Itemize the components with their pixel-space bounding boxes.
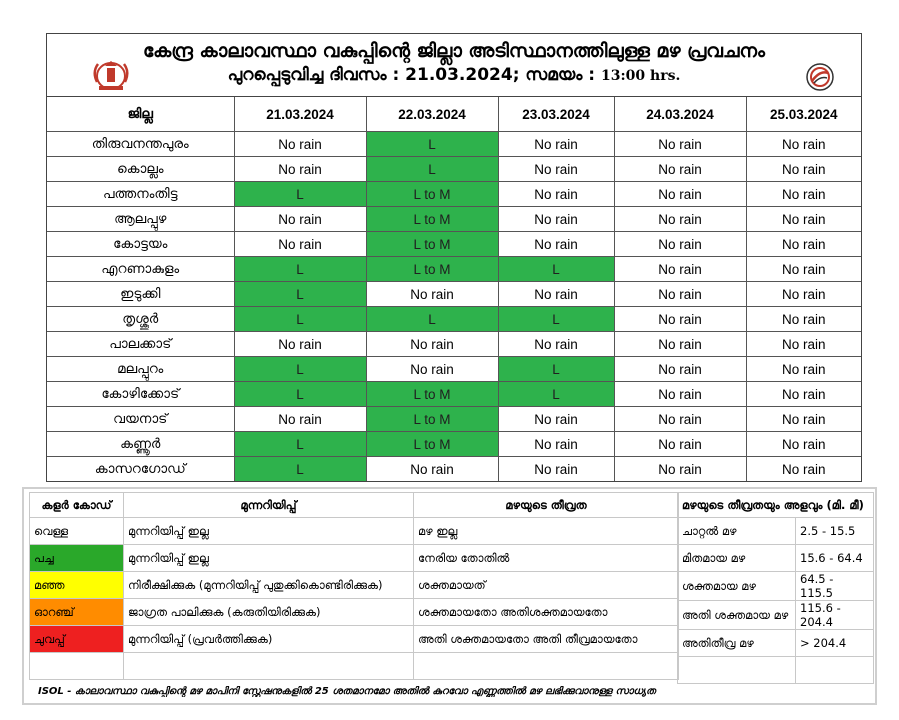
issue-info xyxy=(47,63,861,88)
forecast-cell: No rain xyxy=(746,307,861,332)
forecast-cell: L xyxy=(366,307,498,332)
legend-header-row xyxy=(30,493,679,518)
isol-footnote: ISOL - കാലാവസ്ഥാ വകുപ്പിന്റെ മഴ മാപിനി സ്റ്റേഷനുകളിൽ 25 ശതമാനമോ അതിൽ കുറവോ എണ്ണത്തിൽ മഴ ലഭിക്കുവാനുള്ള സാധ്യത xyxy=(38,686,656,697)
district-header: ജില്ല xyxy=(47,97,234,132)
warning-text: മുന്നറിയിപ്പ് (പ്രവർത്തിക്കുക) xyxy=(124,626,414,653)
color-code-legend xyxy=(29,492,679,680)
forecast-cell: No rain xyxy=(614,307,746,332)
district-name: കോട്ടയം xyxy=(47,232,234,257)
forecast-cell: No rain xyxy=(366,457,498,482)
forecast-cell: No rain xyxy=(614,357,746,382)
scale-label: ചാറ്റൽ മഴ xyxy=(678,518,796,545)
legend-row xyxy=(30,599,679,626)
forecast-cell: No rain xyxy=(498,207,614,232)
empty-cell xyxy=(678,657,796,684)
forecast-cell: L xyxy=(234,457,366,482)
forecast-cell: No rain xyxy=(498,232,614,257)
district-name: പത്തനംതിട്ട xyxy=(47,182,234,207)
legend-header-intensity: മഴയുടെ തീവ്രത xyxy=(414,493,679,518)
color-code-swatch: വെള്ള xyxy=(30,518,124,545)
scale-row xyxy=(678,545,874,572)
date-header: 25.03.2024 xyxy=(746,97,861,132)
forecast-cell: No rain xyxy=(746,357,861,382)
district-name: വയനാട് xyxy=(47,407,234,432)
forecast-cell: L xyxy=(366,157,498,182)
scale-label: മിതമായ മഴ xyxy=(678,545,796,572)
table-row xyxy=(47,457,861,482)
district-name: തിരുവനന്തപുരം xyxy=(47,132,234,157)
table-row xyxy=(47,232,861,257)
rainfall-scale-legend xyxy=(677,492,874,684)
forecast-cell: L xyxy=(234,307,366,332)
forecast-cell: No rain xyxy=(234,332,366,357)
scale-range: 115.6 - 204.4 xyxy=(796,601,874,630)
forecast-cell: L xyxy=(234,257,366,282)
legend-row xyxy=(30,572,679,599)
forecast-cell: No rain xyxy=(498,182,614,207)
table-row xyxy=(47,382,861,407)
table-row xyxy=(47,132,861,157)
warning-text: മുന്നറിയിപ്പ് ഇല്ല xyxy=(124,545,414,572)
scale-range: > 204.4 xyxy=(796,630,874,657)
forecast-cell: No rain xyxy=(746,182,861,207)
forecast-cell: No rain xyxy=(234,207,366,232)
forecast-cell: L to M xyxy=(366,232,498,257)
forecast-cell: L xyxy=(498,307,614,332)
issue-time: 13:00 hrs. xyxy=(601,68,681,84)
district-name: കൊല്ലം xyxy=(47,157,234,182)
forecast-cell: No rain xyxy=(498,157,614,182)
forecast-cell: No rain xyxy=(746,132,861,157)
forecast-cell: L to M xyxy=(366,207,498,232)
table-row xyxy=(47,307,861,332)
color-code-swatch: ചുവപ്പ് xyxy=(30,626,124,653)
district-name: കണ്ണൂർ xyxy=(47,432,234,457)
scale-blank-row xyxy=(678,657,874,684)
scale-header: മഴയുടെ തീവ്രതയും അളവും (മി. മീ) xyxy=(678,493,874,518)
empty-cell xyxy=(30,653,124,680)
forecast-cell: No rain xyxy=(614,157,746,182)
table-row xyxy=(47,332,861,357)
forecast-header xyxy=(47,34,861,97)
forecast-cell: L xyxy=(234,432,366,457)
scale-label: ശക്തമായ മഴ xyxy=(678,572,796,601)
forecast-cell: No rain xyxy=(614,432,746,457)
forecast-cell: No rain xyxy=(746,382,861,407)
scale-range: 15.6 - 64.4 xyxy=(796,545,874,572)
table-row xyxy=(47,407,861,432)
forecast-panel xyxy=(46,33,862,482)
warning-text: നിരീക്ഷിക്കുക (മുന്നറിയിപ്പ് പുതുക്കികൊണ്ടിരിക്കുക) xyxy=(124,572,414,599)
district-name: തൃശ്ശൂർ xyxy=(47,307,234,332)
forecast-cell: L xyxy=(366,132,498,157)
district-name: കോഴിക്കോട് xyxy=(47,382,234,407)
date-header: 21.03.2024 xyxy=(234,97,366,132)
date-header: 24.03.2024 xyxy=(614,97,746,132)
district-name: മലപ്പുറം xyxy=(47,357,234,382)
forecast-cell: No rain xyxy=(746,257,861,282)
forecast-cell: L to M xyxy=(366,257,498,282)
forecast-cell: No rain xyxy=(498,457,614,482)
forecast-cell: No rain xyxy=(746,282,861,307)
forecast-cell: L xyxy=(234,357,366,382)
scale-range: 64.5 - 115.5 xyxy=(796,572,874,601)
district-name: കാസറഗോഡ് xyxy=(47,457,234,482)
table-row xyxy=(47,207,861,232)
forecast-cell: No rain xyxy=(234,232,366,257)
district-name: ഇടുക്കി xyxy=(47,282,234,307)
intensity-text: അതി ശക്തമായതോ അതി തീവ്രമായതോ xyxy=(414,626,679,653)
forecast-cell: No rain xyxy=(746,432,861,457)
table-row xyxy=(47,182,861,207)
forecast-cell: L to M xyxy=(366,432,498,457)
legend-row xyxy=(30,626,679,653)
scale-row xyxy=(678,518,874,545)
empty-cell xyxy=(796,657,874,684)
forecast-cell: No rain xyxy=(746,407,861,432)
issue-date-label: പുറപ്പെടുവിച്ച ദിവസം : 21.03.2024; സമയം : xyxy=(227,65,596,85)
forecast-cell: No rain xyxy=(498,282,614,307)
forecast-cell: No rain xyxy=(746,457,861,482)
forecast-cell: No rain xyxy=(498,132,614,157)
forecast-cell: No rain xyxy=(366,282,498,307)
forecast-cell: No rain xyxy=(614,332,746,357)
table-row xyxy=(47,157,861,182)
forecast-cell: L xyxy=(498,257,614,282)
scale-row xyxy=(678,630,874,657)
table-row xyxy=(47,432,861,457)
forecast-cell: No rain xyxy=(234,407,366,432)
forecast-cell: L xyxy=(234,382,366,407)
color-code-swatch: ഓറഞ്ച് xyxy=(30,599,124,626)
forecast-cell: L to M xyxy=(366,407,498,432)
forecast-cell: No rain xyxy=(614,207,746,232)
scale-range: 2.5 - 15.5 xyxy=(796,518,874,545)
forecast-cell: No rain xyxy=(614,282,746,307)
warning-text: മുന്നറിയിപ്പ് ഇല്ല xyxy=(124,518,414,545)
kerala-emblem-icon xyxy=(89,58,133,92)
forecast-cell: No rain xyxy=(234,132,366,157)
color-code-swatch: പച്ച xyxy=(30,545,124,572)
legend-blank-row xyxy=(30,653,679,680)
intensity-text: ശക്തമായതോ അതിശക്തമായതോ xyxy=(414,599,679,626)
legend-row xyxy=(30,518,679,545)
legend-header-color: കളർ കോഡ് xyxy=(30,493,124,518)
forecast-cell: No rain xyxy=(614,407,746,432)
forecast-cell: L to M xyxy=(366,382,498,407)
district-name: പാലക്കാട് xyxy=(47,332,234,357)
forecast-cell: No rain xyxy=(614,232,746,257)
imd-logo-icon xyxy=(805,62,835,92)
empty-cell xyxy=(414,653,679,680)
forecast-cell: No rain xyxy=(614,382,746,407)
forecast-cell: No rain xyxy=(746,332,861,357)
legend-row xyxy=(30,545,679,572)
table-row xyxy=(47,357,861,382)
forecast-cell: L xyxy=(234,282,366,307)
forecast-cell: No rain xyxy=(746,157,861,182)
warning-text: ജാഗ്രത പാലിക്കുക (കരുതിയിരിക്കുക) xyxy=(124,599,414,626)
scale-row xyxy=(678,572,874,601)
forecast-cell: No rain xyxy=(366,332,498,357)
forecast-cell: No rain xyxy=(498,432,614,457)
scale-header-row xyxy=(678,493,874,518)
table-row xyxy=(47,282,861,307)
scale-label: അതിതീവ്ര മഴ xyxy=(678,630,796,657)
forecast-cell: No rain xyxy=(614,457,746,482)
table-header-row xyxy=(47,97,861,132)
intensity-text: ശക്തമായത് xyxy=(414,572,679,599)
table-row xyxy=(47,257,861,282)
date-header: 22.03.2024 xyxy=(366,97,498,132)
forecast-cell: No rain xyxy=(614,132,746,157)
intensity-text: നേരിയ തോതിൽ xyxy=(414,545,679,572)
scale-row xyxy=(678,601,874,630)
page-title: കേന്ദ്ര കാലാവസ്ഥാ വകുപ്പിന്റെ ജില്ലാ അടിസ്ഥാനത്തിലുള്ള മഴ പ്രവചനം xyxy=(142,40,766,62)
forecast-cell: L xyxy=(498,357,614,382)
forecast-cell: No rain xyxy=(234,157,366,182)
forecast-cell: No rain xyxy=(498,332,614,357)
district-name: എറണാകുളം xyxy=(47,257,234,282)
district-name: ആലപ്പുഴ xyxy=(47,207,234,232)
forecast-table xyxy=(47,97,861,481)
forecast-cell: L to M xyxy=(366,182,498,207)
forecast-cell: L xyxy=(498,382,614,407)
forecast-cell: No rain xyxy=(614,257,746,282)
color-code-swatch: മഞ്ഞ xyxy=(30,572,124,599)
forecast-cell: L xyxy=(234,182,366,207)
forecast-cell: No rain xyxy=(614,182,746,207)
scale-label: അതി ശക്തമായ മഴ xyxy=(678,601,796,630)
forecast-cell: No rain xyxy=(746,207,861,232)
forecast-cell: No rain xyxy=(366,357,498,382)
forecast-cell: No rain xyxy=(498,407,614,432)
legend-header-warning: മുന്നറിയിപ്പ് xyxy=(124,493,414,518)
empty-cell xyxy=(124,653,414,680)
forecast-cell: No rain xyxy=(746,232,861,257)
intensity-text: മഴ ഇല്ല xyxy=(414,518,679,545)
legend-panel xyxy=(22,487,877,705)
date-header: 23.03.2024 xyxy=(498,97,614,132)
